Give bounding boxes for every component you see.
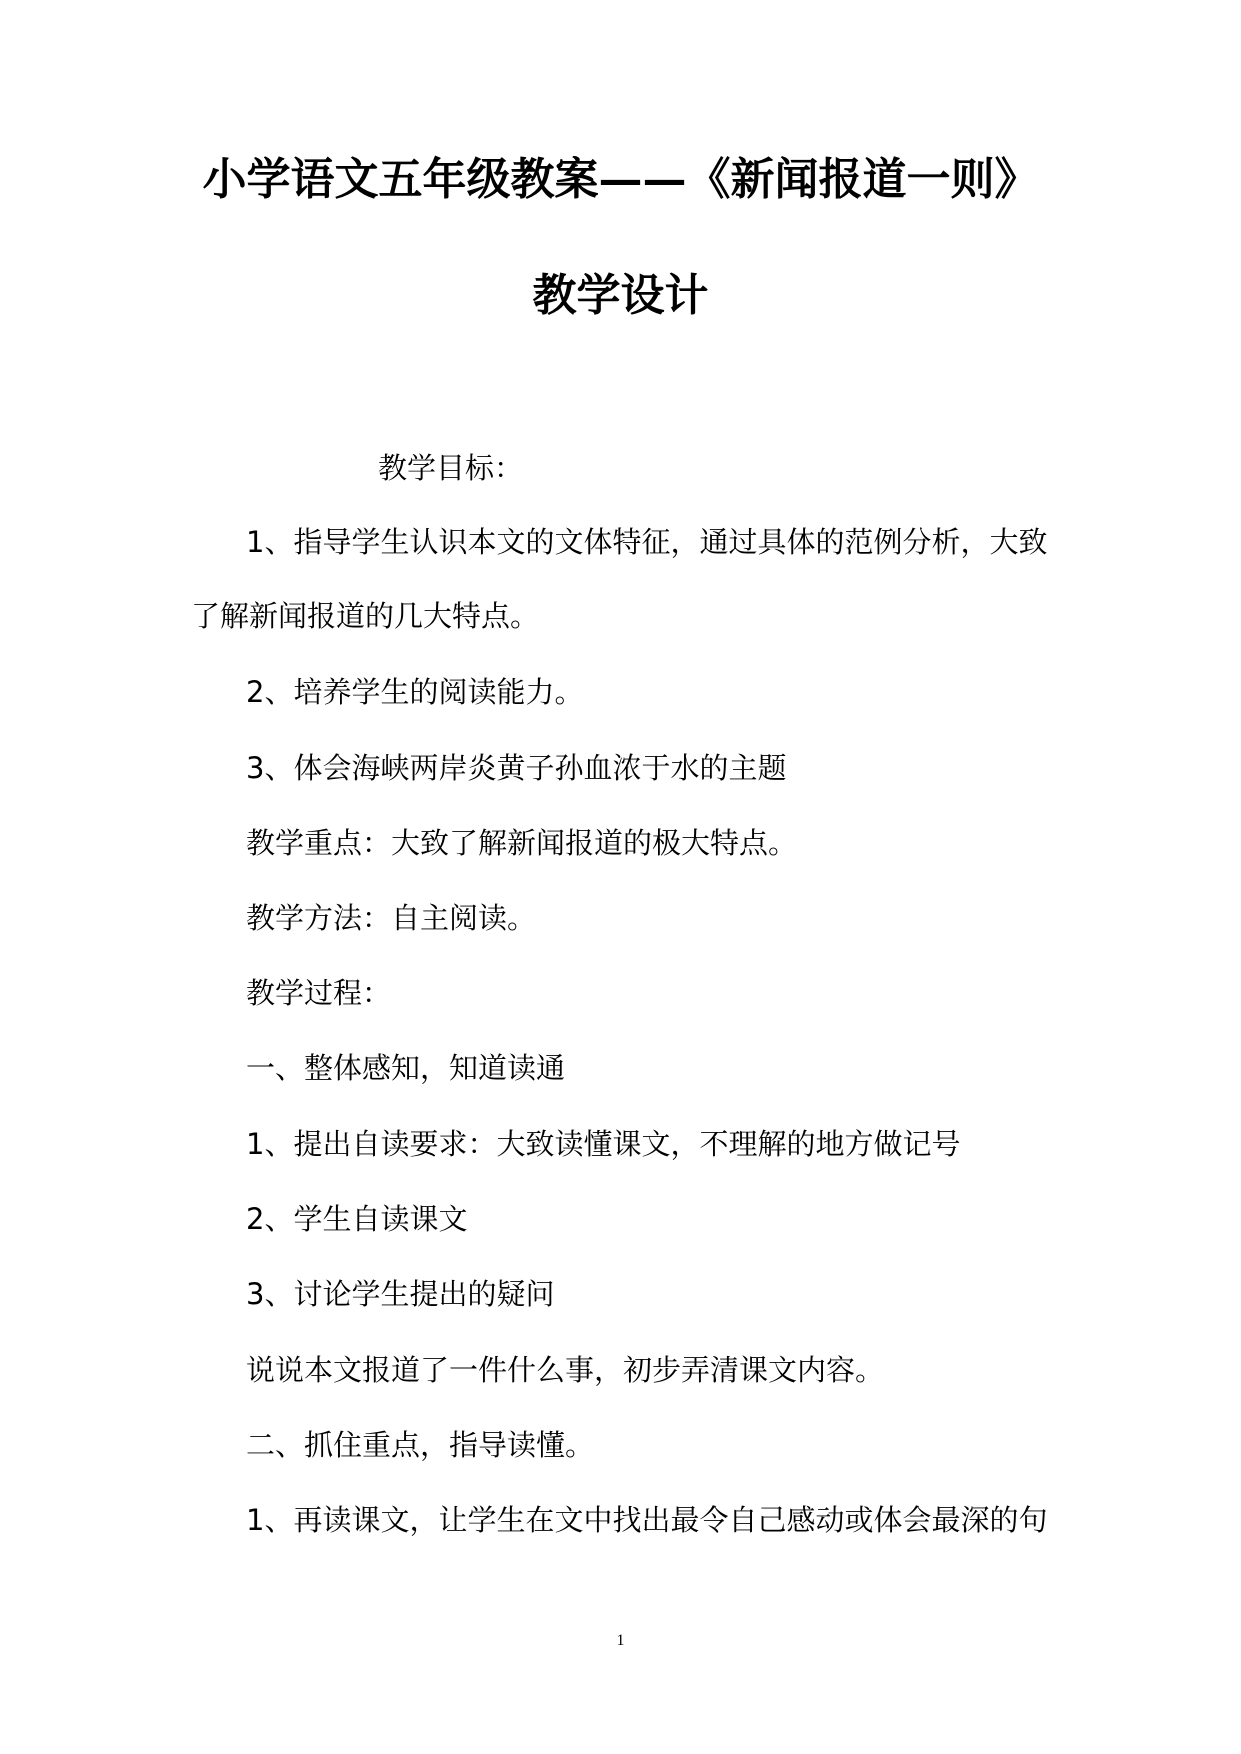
paragraph-objective-1: 1、指导学生认识本文的文体特征，通过具体的范例分析，大致 <box>246 525 1048 559</box>
paragraph-section-2: 二、抓住重点，指导读懂。 <box>246 1428 595 1462</box>
paragraph-step-3: 3、讨论学生提出的疑问 <box>246 1277 555 1311</box>
paragraph-discussion: 说说本文报道了一件什么事，初步弄清课文内容。 <box>246 1353 885 1387</box>
paragraph-reread: 1、再读课文，让学生在文中找出最令自己感动或体会最深的句 <box>246 1503 1048 1537</box>
paragraph-objective-3: 3、体会海峡两岸炎黄子孙血浓于水的主题 <box>246 751 787 785</box>
paragraph-objective-1-cont: 了解新闻报道的几大特点。 <box>191 599 540 633</box>
paragraph-step-2: 2、学生自读课文 <box>246 1202 468 1236</box>
document-title-line-2: 教学设计 <box>532 270 709 321</box>
page-number: 1 <box>616 1632 625 1649</box>
paragraph-objective-2: 2、培养学生的阅读能力。 <box>246 675 584 709</box>
paragraph-method: 教学方法：自主阅读。 <box>246 901 537 935</box>
paragraph-step-1: 1、提出自读要求：大致读懂课文，不理解的地方做记号 <box>246 1127 961 1161</box>
document-title-line-1: 小学语文五年级教案——《新闻报道一则》 <box>202 154 1039 205</box>
paragraph-objectives-heading: 教学目标： <box>378 451 524 485</box>
paragraph-process-heading: 教学过程： <box>246 976 392 1010</box>
paragraph-section-1: 一、整体感知，知道读通 <box>246 1051 566 1085</box>
paragraph-key-points: 教学重点：大致了解新闻报道的极大特点。 <box>246 826 798 860</box>
